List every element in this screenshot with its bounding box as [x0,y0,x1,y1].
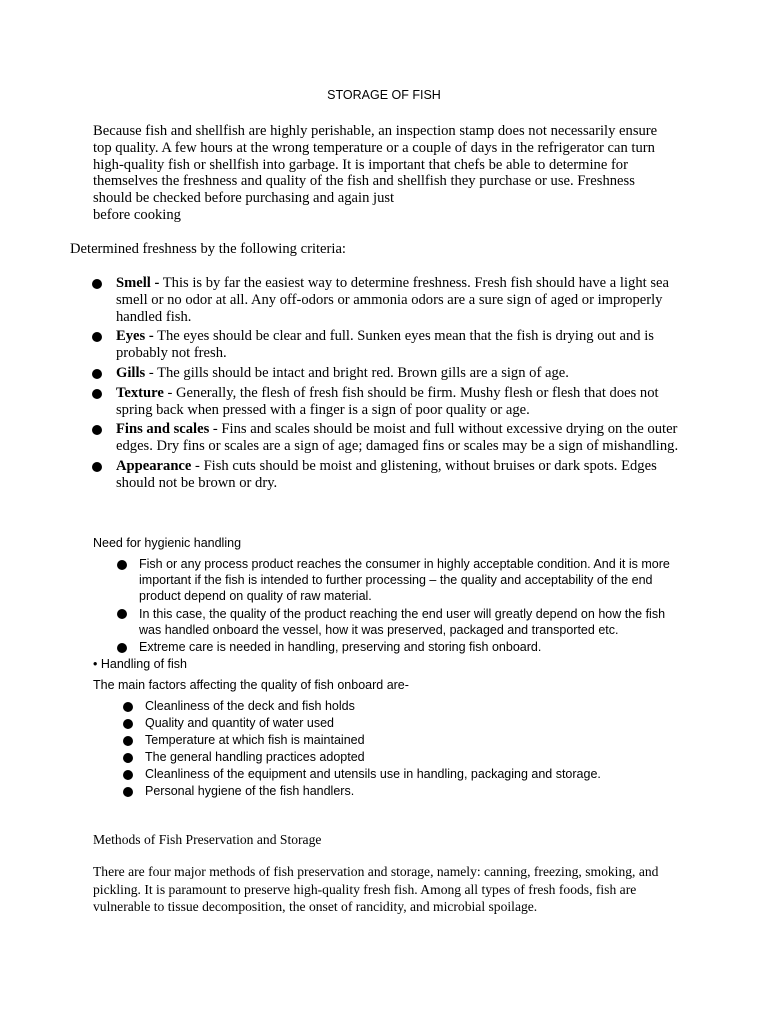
list-item [92,365,682,382]
factor-text: Cleanliness of the equipment and utensils use in handling, packaging and storage. [145,767,601,781]
criteria-term: Eyes - [116,328,154,345]
factor-text: Cleanliness of the deck and fish holds [145,699,355,713]
bullet-icon [92,462,102,472]
criteria-term: Gills [116,364,146,381]
bullet-icon [123,787,133,797]
criteria-term: Appearance [116,457,192,474]
list-item [117,556,677,605]
bullet-icon [92,425,102,435]
bullet-icon [123,736,133,746]
page-title: STORAGE OF FISH [327,88,441,102]
bullet-icon [92,332,102,342]
list-item [92,421,682,455]
factor-text: Personal hygiene of the fish handlers. [145,784,355,798]
list-item [123,715,683,732]
bullet-icon [117,609,127,619]
list-item [123,732,683,749]
bullet-icon [117,643,127,653]
list-item [92,458,682,492]
list-item [123,749,683,766]
list-item [117,639,677,655]
hygiene-heading: Need for hygienic handling [93,536,242,550]
factors-heading: The main factors affecting the quality of fish onboard are- [93,678,409,692]
bullet-icon [92,369,102,379]
methods-paragraph: There are four major methods of fish preservation and storage, namely: canning, freezing, smoking, and pickling. It is paramount to preserve high-quality fresh fish. Among all types of fresh foods, fish are vulnerable to tissue decomposition, the onset of rancidity, and microbial spoilage. [93,864,659,915]
hygiene-list [117,556,677,656]
methods-heading: Methods of Fish Preservation and Storage [93,832,322,847]
factors-list [123,698,683,800]
list-item [92,328,682,362]
list-item [123,698,683,715]
criteria-text: - Generally, the flesh of fresh fish should be firm. Mushy flesh or flesh that does not spring back when pressed with a finger is a sign of poor quality or age. [116,384,659,418]
criteria-text: This is by far the easiest way to determine freshness. Fresh fish should have a light sea smell or no odor at all. Any off-odors or ammonia odors are a sure sign of aged or improperly handled fish. [116,275,669,325]
list-item [117,606,677,638]
bullet-icon [92,389,102,399]
factor-text: Temperature at which fish is maintained [145,733,365,747]
bullet-icon [123,753,133,763]
list-item [92,275,682,325]
bullet-icon [117,560,127,570]
list-item [123,783,683,800]
hygiene-text: In this case, the quality of the product reaching the end user will greatly depend on how the fish was handled onboard the vessel, how it was preserved, packaged and transported etc. [139,606,666,637]
criteria-text: - Fins and scales should be moist and full without excessive drying on the outer edges. Dry fins or scales are a sign of age; damaged fins or scales may be a sign of mishandling. [116,421,679,455]
intro-paragraph [93,123,663,224]
bullet-icon [123,719,133,729]
criteria-term: Fins and scales [116,421,210,438]
bullet-icon [92,279,102,289]
criteria-text: - The gills should be intact and bright red. Brown gills are a sign of age. [145,364,569,381]
list-item [123,766,683,783]
factor-text: The general handling practices adopted [145,750,365,764]
bullet-icon [123,702,133,712]
criteria-heading: Determined freshness by the following criteria: [70,241,346,257]
list-item [92,385,682,419]
hygiene-text: Extreme care is needed in handling, preserving and storing fish onboard. [139,640,542,655]
criteria-list [92,275,682,495]
criteria-term: Smell - [116,275,160,291]
criteria-term: Texture [116,384,164,401]
factor-text: Quality and quantity of water used [145,716,335,730]
intro-tail: before cooking [93,206,181,223]
intro-text: Because fish and shellfish are highly perishable, an inspection stamp does not necessarily ensure top quality. A few hours at the wrong temperature or a couple of days in the refrigerator can turn high-quality fish or shellfish into garbage. It is important that chefs be able to determine for themselves the freshness and quality of the fish and shellfish they purchase or use. Freshness should be checked before purchasing and again just [93,123,658,207]
bullet-icon [123,770,133,780]
hygiene-text: Fish or any process product reaches the consumer in highly acceptable condition. And it is more important if the fish is intended to further processing – the quality and acceptability of the end product depend on quality of raw material. [139,557,670,604]
criteria-text: The eyes should be clear and full. Sunken eyes mean that the fish is drying out and is probably not fresh. [116,328,654,362]
handling-line: • Handling of fish [93,657,188,671]
criteria-text: - Fish cuts should be moist and glistening, without bruises or dark spots. Edges should not be brown or dry. [116,457,657,491]
